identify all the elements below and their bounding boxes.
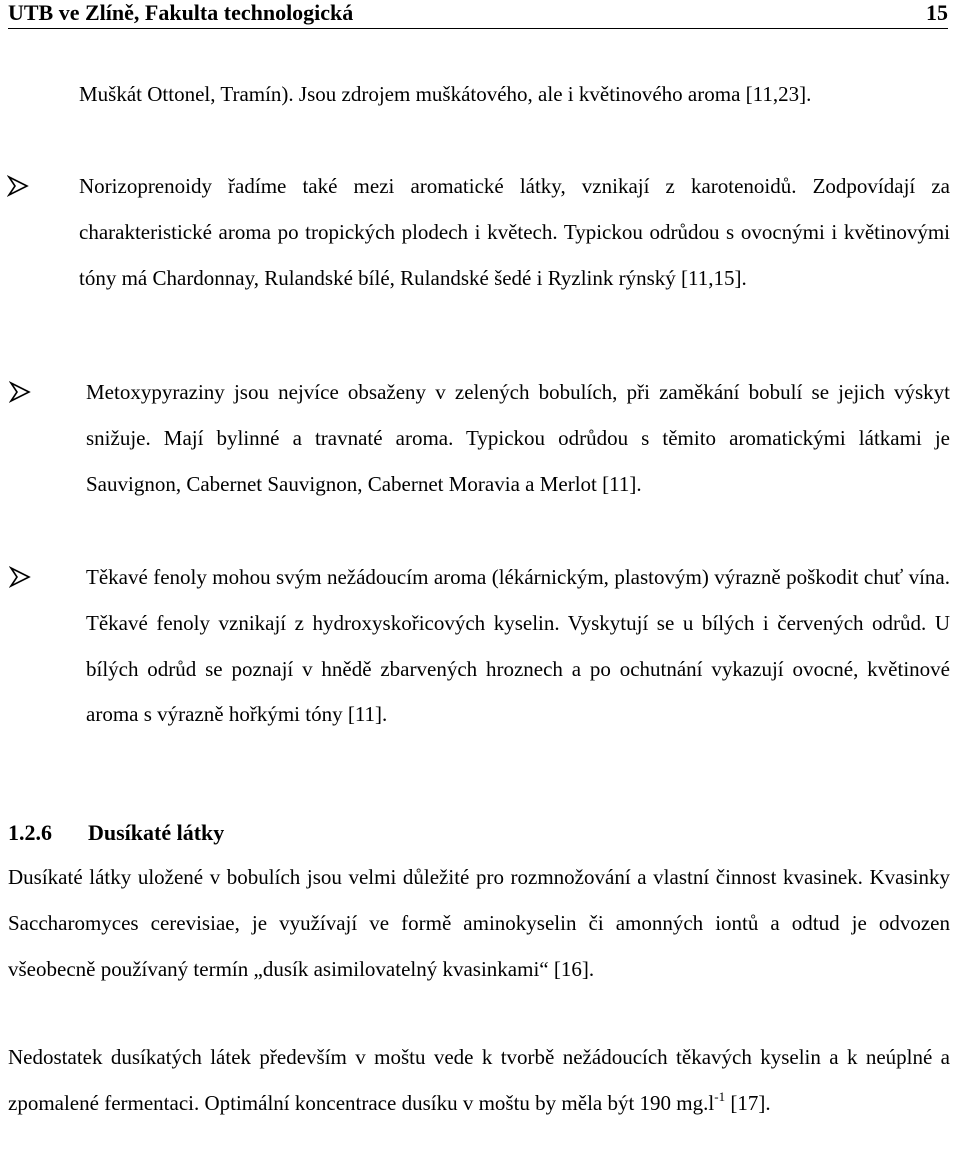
bullet-text: Metoxypyraziny jsou nejvíce obsaženy v zelených bobulích, při zaměkání bobulí se jejich výskyt snižuje. Mají bylinné a travnaté aroma. Typickou odrůdou s těmito aromatickými látkami je Sauvignon, Cabernet Sauvignon, Cabernet Moravia a Merlot [11]. bbox=[86, 380, 950, 496]
unit-superscript: -1 bbox=[714, 1088, 726, 1104]
paragraph-text-end: [17]. bbox=[725, 1090, 771, 1115]
bullet-text: Norizoprenoidy řadíme také mezi aromatické látky, vznikají z karotenoidů. Zodpovídají za charakteristické aroma po tropických plodech i květech. Typickou odrůdou s ovocnými i květinovými tóny má Chardonnay, Rulandské bílé, Rulandské šedé i Ryzlink rýnský [11,15]. bbox=[79, 174, 950, 290]
bullet-item-tekave-fenoly bbox=[86, 555, 950, 738]
continuation-text: Muškát Ottonel, Tramín). Jsou zdrojem muškátového, ale i květinového aroma [11,23]. bbox=[79, 82, 812, 106]
arrow-bullet-icon bbox=[7, 175, 29, 197]
header-title: UTB ve Zlíně, Fakulta technologická bbox=[8, 0, 354, 25]
bullet-item-norizoprenoidy bbox=[79, 164, 950, 301]
arrow-bullet-icon bbox=[9, 566, 31, 588]
paragraph-deficiency bbox=[8, 1035, 950, 1127]
section-number: 1.2.6 bbox=[8, 820, 52, 845]
page-number: 15 bbox=[926, 0, 948, 25]
bullet-item-metoxypyraziny bbox=[86, 370, 950, 507]
paragraph-nitrogen: Dusíkaté látky uložené v bobulích jsou velmi důležité pro rozmnožování a vlastní činnost kvasinek. Kvasinky Saccharomyces cerevisiae, je využívají ve formě aminokyselin či amonných iontů a odtud je odvozen všeobecně používaný termín „dusík asimilovatelný kvasinkami“ [16]. bbox=[8, 865, 950, 981]
page-header bbox=[8, 0, 948, 29]
section-title: Dusíkaté látky bbox=[88, 820, 225, 845]
arrow-bullet-icon bbox=[9, 381, 31, 403]
bullet-text: Těkavé fenoly mohou svým nežádoucím aroma (lékárnickým, plastovým) výrazně poškodit chuť vína. Těkavé fenoly vznikají z hydroxyskořicových kyselin. Vyskytují se u bílých i červených odrůd. U bílých odrůd se poznají v hnědě zbarvených hroznech a po ochutnání vykazují ovocné, květinové aroma s výrazně hořkými tóny [11]. bbox=[86, 565, 950, 727]
section-heading bbox=[8, 810, 224, 855]
paragraph-text-start: Nedostatek dusíkatých látek především v moštu vede k tvorbě nežádoucích těkavých kyselin a k neúplné a zpomalené fermentaci. Optimální koncentrace dusíku v moštu by měla být 190 mg.l bbox=[8, 1045, 950, 1115]
